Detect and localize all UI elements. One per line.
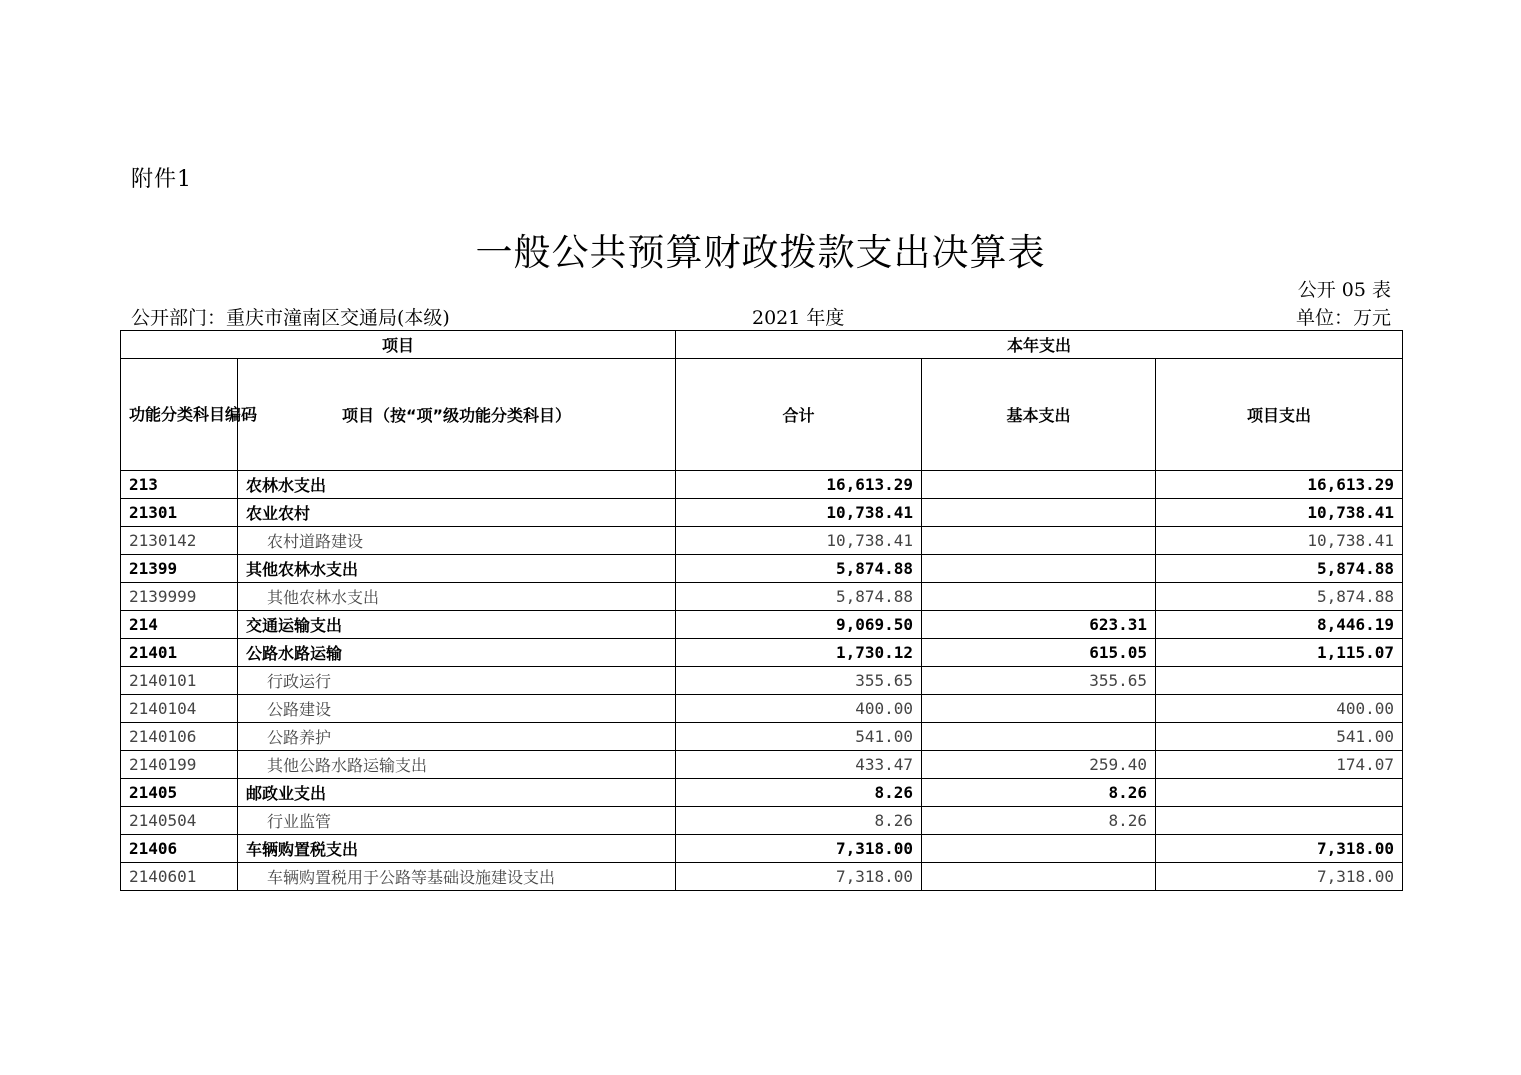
header-project-expenditure: 项目支出 bbox=[1156, 359, 1403, 471]
item-name-cell: 公路建设 bbox=[238, 695, 676, 723]
table-row bbox=[121, 835, 1403, 863]
item-name-cell: 车辆购置税用于公路等基础设施建设支出 bbox=[238, 863, 676, 891]
total-cell: 433.47 bbox=[676, 751, 922, 779]
item-name-cell: 其他农林水支出 bbox=[238, 555, 676, 583]
code-cell: 2140601 bbox=[121, 863, 238, 891]
total-cell: 5,874.88 bbox=[676, 555, 922, 583]
header-basic: 基本支出 bbox=[922, 359, 1156, 471]
basic-expenditure-cell: 259.40 bbox=[922, 751, 1156, 779]
basic-expenditure-cell bbox=[922, 583, 1156, 611]
total-cell: 7,318.00 bbox=[676, 835, 922, 863]
total-cell: 8.26 bbox=[676, 779, 922, 807]
page-title: 一般公共预算财政拨款支出决算表 bbox=[475, 231, 1046, 274]
table-row bbox=[121, 583, 1403, 611]
basic-expenditure-cell: 8.26 bbox=[922, 779, 1156, 807]
code-cell: 21401 bbox=[121, 639, 238, 667]
table-row bbox=[121, 751, 1403, 779]
basic-expenditure-cell bbox=[922, 723, 1156, 751]
project-expenditure-cell: 10,738.41 bbox=[1156, 527, 1403, 555]
project-expenditure-cell: 5,874.88 bbox=[1156, 555, 1403, 583]
total-cell: 8.26 bbox=[676, 807, 922, 835]
table-number: 公开 05 表 bbox=[1297, 279, 1391, 301]
unit-label: 单位：万元 bbox=[1295, 307, 1391, 329]
project-expenditure-cell: 400.00 bbox=[1156, 695, 1403, 723]
table-row bbox=[121, 555, 1403, 583]
item-name-cell: 其他农林水支出 bbox=[238, 583, 676, 611]
project-expenditure-cell bbox=[1156, 807, 1403, 835]
code-cell: 2140101 bbox=[121, 667, 238, 695]
attachment-label: 附件1 bbox=[131, 167, 192, 192]
item-name-cell: 农林水支出 bbox=[238, 471, 676, 499]
project-expenditure-cell bbox=[1156, 667, 1403, 695]
code-cell: 2130142 bbox=[121, 527, 238, 555]
total-cell: 16,613.29 bbox=[676, 471, 922, 499]
expenditure-table bbox=[120, 330, 1403, 891]
item-name-cell: 邮政业支出 bbox=[238, 779, 676, 807]
basic-expenditure-cell: 8.26 bbox=[922, 807, 1156, 835]
code-cell: 2140106 bbox=[121, 723, 238, 751]
basic-expenditure-cell: 355.65 bbox=[922, 667, 1156, 695]
project-expenditure-cell: 7,318.00 bbox=[1156, 863, 1403, 891]
total-cell: 400.00 bbox=[676, 695, 922, 723]
item-name-cell: 农业农村 bbox=[238, 499, 676, 527]
basic-expenditure-cell bbox=[922, 555, 1156, 583]
basic-expenditure-cell bbox=[922, 499, 1156, 527]
header-row-top bbox=[121, 331, 1403, 359]
total-cell: 7,318.00 bbox=[676, 863, 922, 891]
project-expenditure-cell: 1,115.07 bbox=[1156, 639, 1403, 667]
table-row bbox=[121, 527, 1403, 555]
year-label: 2021 年度 bbox=[752, 307, 845, 329]
table-row bbox=[121, 695, 1403, 723]
code-cell: 21399 bbox=[121, 555, 238, 583]
item-name-cell: 交通运输支出 bbox=[238, 611, 676, 639]
project-expenditure-cell: 7,318.00 bbox=[1156, 835, 1403, 863]
code-cell: 2139999 bbox=[121, 583, 238, 611]
code-cell: 213 bbox=[121, 471, 238, 499]
code-cell: 214 bbox=[121, 611, 238, 639]
table-row bbox=[121, 863, 1403, 891]
header-total: 合计 bbox=[676, 359, 922, 471]
item-name-cell: 车辆购置税支出 bbox=[238, 835, 676, 863]
item-name-cell: 农村道路建设 bbox=[238, 527, 676, 555]
code-cell: 2140504 bbox=[121, 807, 238, 835]
project-expenditure-cell: 16,613.29 bbox=[1156, 471, 1403, 499]
department-label: 公开部门：重庆市潼南区交通局(本级) bbox=[131, 307, 450, 329]
code-cell: 2140104 bbox=[121, 695, 238, 723]
item-name-cell: 公路水路运输 bbox=[238, 639, 676, 667]
code-cell: 21406 bbox=[121, 835, 238, 863]
header-row-sub bbox=[121, 359, 1403, 471]
project-expenditure-cell: 174.07 bbox=[1156, 751, 1403, 779]
basic-expenditure-cell bbox=[922, 835, 1156, 863]
header-item: 项目（按“项”级功能分类科目） bbox=[238, 359, 676, 471]
code-cell: 2140199 bbox=[121, 751, 238, 779]
project-expenditure-cell: 8,446.19 bbox=[1156, 611, 1403, 639]
total-cell: 355.65 bbox=[676, 667, 922, 695]
project-expenditure-cell: 5,874.88 bbox=[1156, 583, 1403, 611]
item-name-cell: 行业监管 bbox=[238, 807, 676, 835]
table-row bbox=[121, 471, 1403, 499]
header-code: 功能分类科目编码 bbox=[121, 359, 238, 471]
project-expenditure-cell: 10,738.41 bbox=[1156, 499, 1403, 527]
item-name-cell: 行政运行 bbox=[238, 667, 676, 695]
basic-expenditure-cell bbox=[922, 863, 1156, 891]
item-name-cell: 公路养护 bbox=[238, 723, 676, 751]
header-project: 项目 bbox=[121, 331, 676, 359]
total-cell: 9,069.50 bbox=[676, 611, 922, 639]
total-cell: 10,738.41 bbox=[676, 527, 922, 555]
basic-expenditure-cell bbox=[922, 527, 1156, 555]
table-row bbox=[121, 723, 1403, 751]
basic-expenditure-cell: 623.31 bbox=[922, 611, 1156, 639]
table-row bbox=[121, 807, 1403, 835]
table-body bbox=[121, 471, 1403, 891]
basic-expenditure-cell: 615.05 bbox=[922, 639, 1156, 667]
basic-expenditure-cell bbox=[922, 471, 1156, 499]
table-row bbox=[121, 667, 1403, 695]
table-row bbox=[121, 611, 1403, 639]
table-row bbox=[121, 639, 1403, 667]
total-cell: 541.00 bbox=[676, 723, 922, 751]
project-expenditure-cell: 541.00 bbox=[1156, 723, 1403, 751]
table-row bbox=[121, 499, 1403, 527]
code-cell: 21405 bbox=[121, 779, 238, 807]
code-cell: 21301 bbox=[121, 499, 238, 527]
basic-expenditure-cell bbox=[922, 695, 1156, 723]
table-row bbox=[121, 779, 1403, 807]
project-expenditure-cell bbox=[1156, 779, 1403, 807]
header-current-year-expenditure: 本年支出 bbox=[676, 331, 1403, 359]
total-cell: 10,738.41 bbox=[676, 499, 922, 527]
total-cell: 5,874.88 bbox=[676, 583, 922, 611]
total-cell: 1,730.12 bbox=[676, 639, 922, 667]
item-name-cell: 其他公路水路运输支出 bbox=[238, 751, 676, 779]
